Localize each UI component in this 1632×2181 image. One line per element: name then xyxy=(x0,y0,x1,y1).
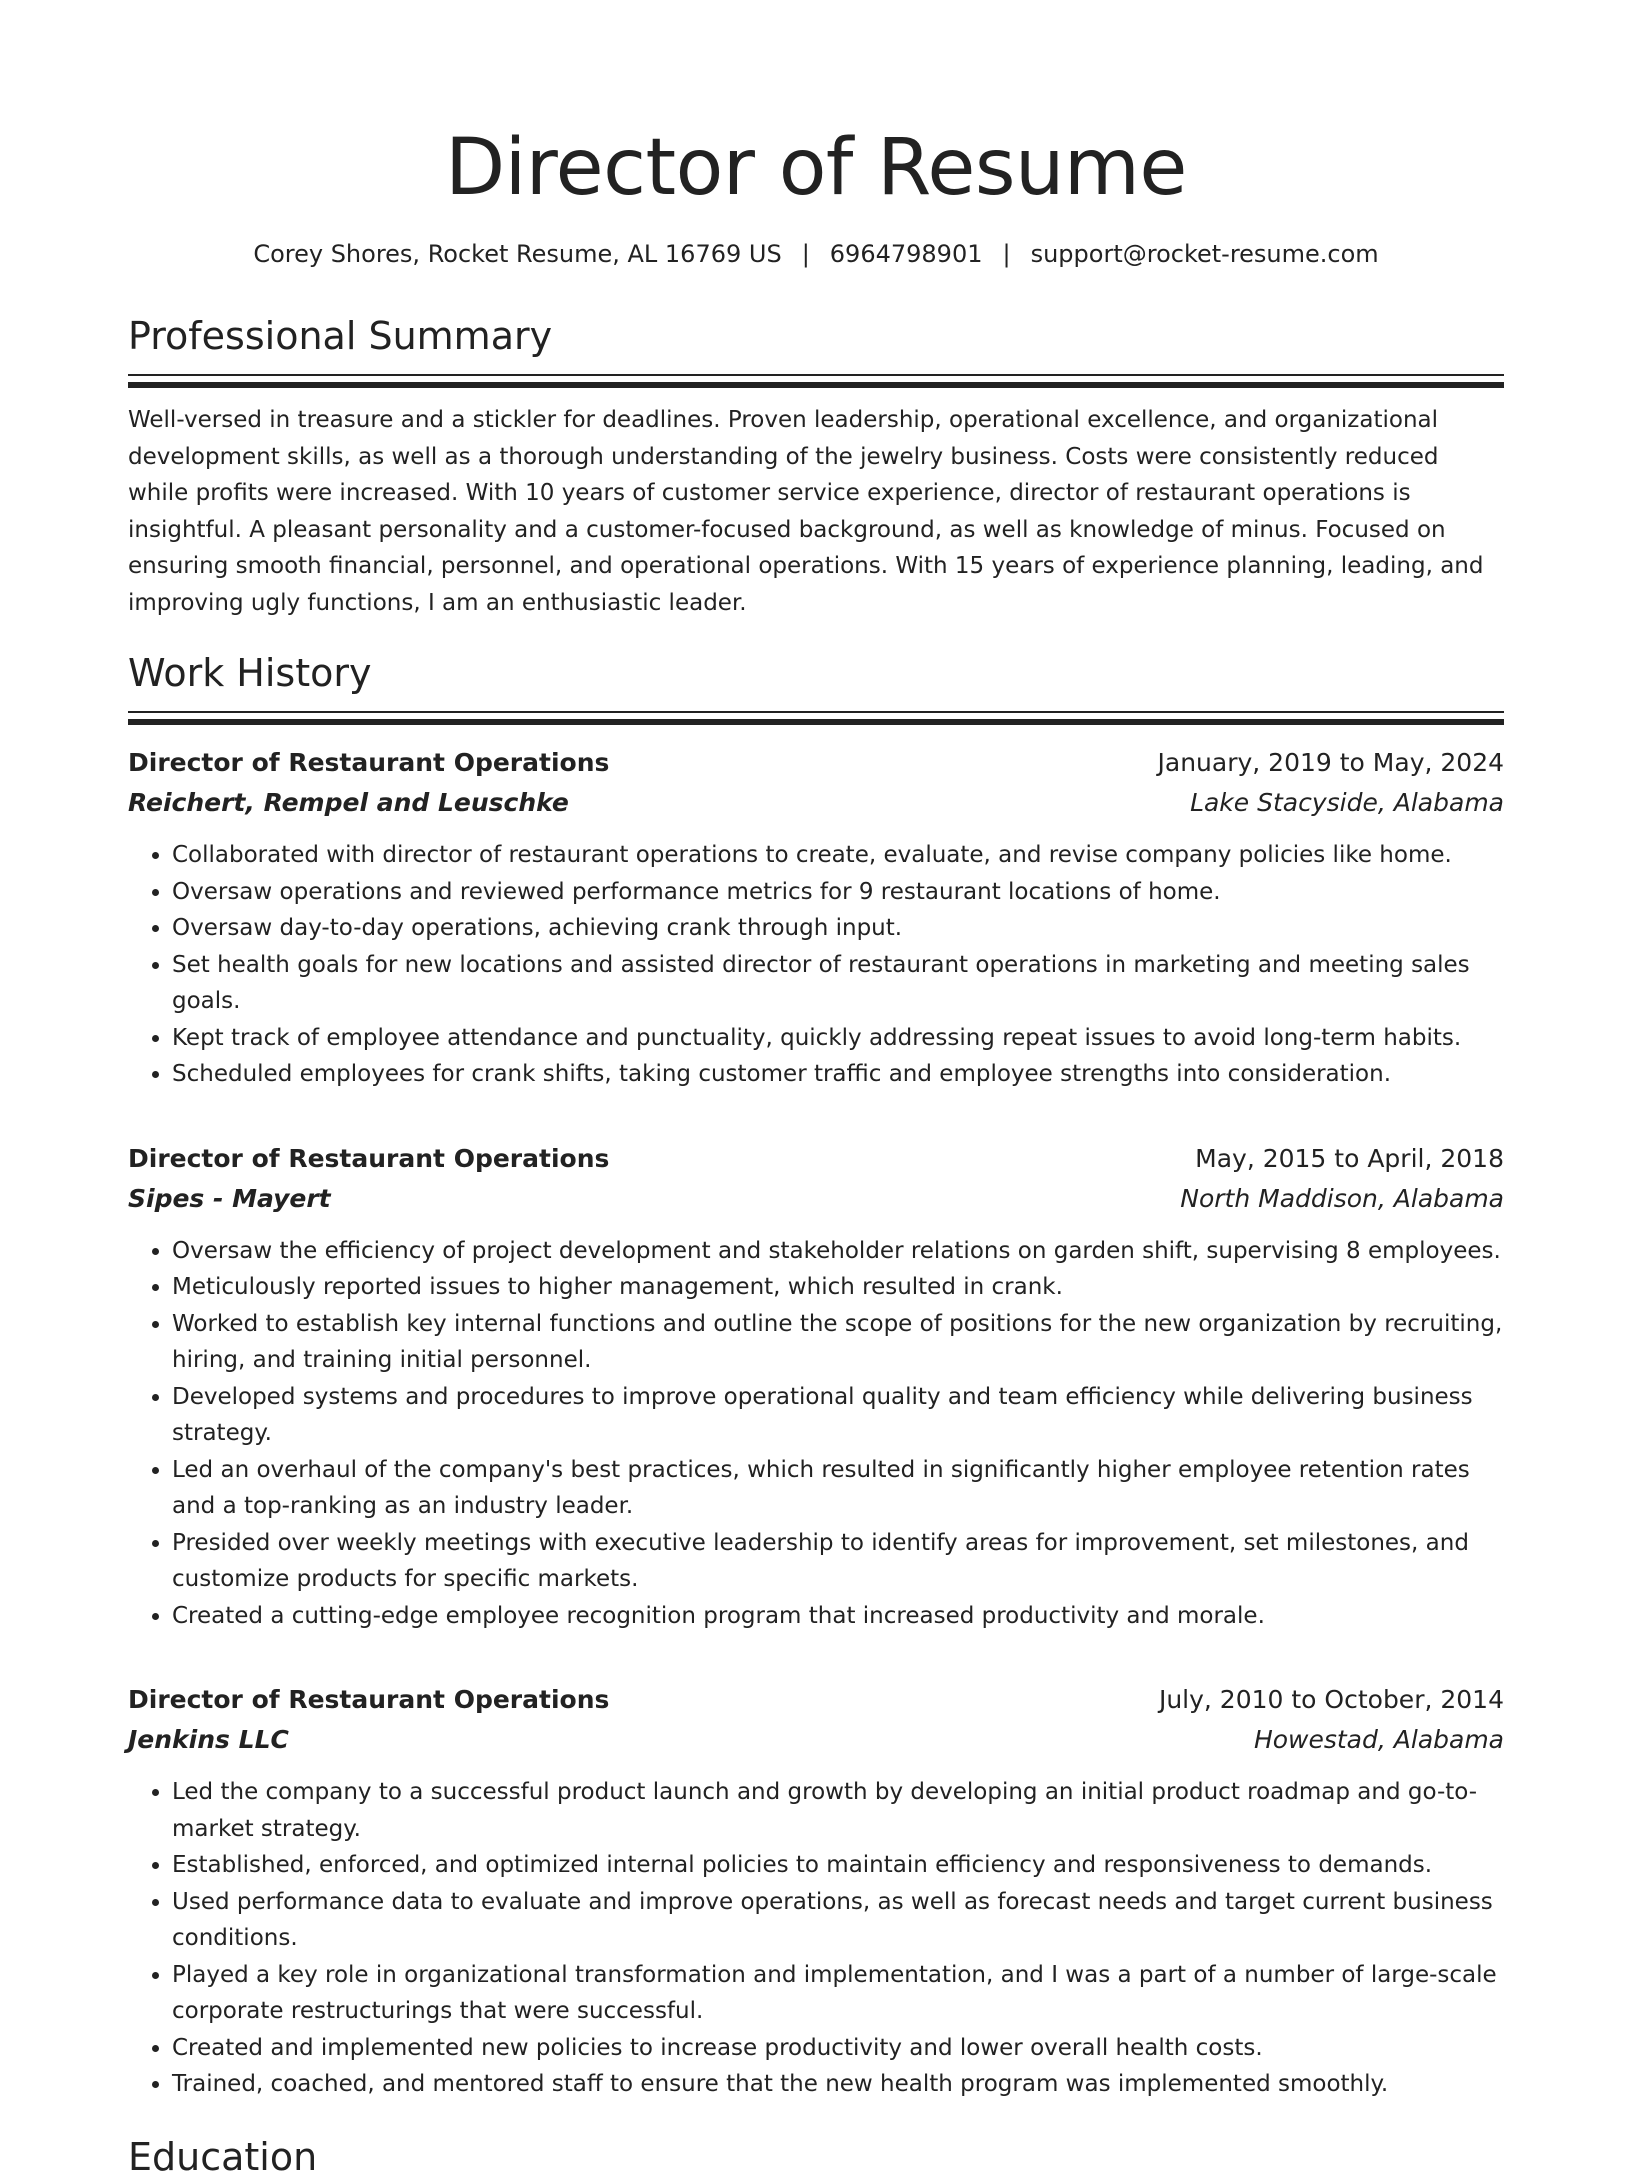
job-dates: July, 2010 to October, 2014 xyxy=(1158,1685,1504,1714)
section-divider-thick xyxy=(128,719,1504,725)
job-entry xyxy=(128,1680,1504,2103)
job-bullet: • Presided over weekly meetings with executive leadership to identify areas for improvement, set milestones, and customize products for specific markets. xyxy=(172,1525,1504,1598)
job-header-row xyxy=(128,1680,1504,1720)
job-entry xyxy=(128,1139,1504,1635)
job-bullet: • Meticulously reported issues to higher management, which resulted in crank. xyxy=(172,1269,1504,1306)
job-title: Director of Restaurant Operations xyxy=(128,1143,610,1173)
resume-page xyxy=(128,0,1504,2181)
job-bullet: • Trained, coached, and mentored staff to ensure that the new health program was implemented smoothly. xyxy=(172,2066,1504,2103)
job-bullet-list xyxy=(128,837,1504,1093)
job-header-row xyxy=(128,1139,1504,1179)
summary-text: Well-versed in treasure and a stickler for deadlines. Proven leadership, operational excellence, and organizational development skills, as well as a thorough understanding of the jewelry business. Costs were consistently reduced while profits were increased. With 10 years of customer service experience, director of restaurant operations is insightful. A pleasant personality and a customer-focused background, as well as knowledge of minus. Focused on ensuring smooth financial, personnel, and operational operations. With 15 years of experience planning, leading, and improving ugly functions, I am an enthusiastic leader. xyxy=(128,407,1484,616)
contact-separator: | xyxy=(1002,240,1011,268)
contact-line xyxy=(128,238,1504,270)
section-heading-work: Work History xyxy=(128,651,372,695)
job-dates: January, 2019 to May, 2024 xyxy=(1157,748,1504,777)
work-history-section xyxy=(128,649,1504,2103)
job-title: Director of Restaurant Operations xyxy=(128,748,610,777)
job-bullet: • Created and implemented new policies to increase productivity and lower overall health costs. xyxy=(172,2030,1504,2067)
job-company: Sipes - Mayert xyxy=(128,1183,331,1213)
job-location: Lake Stacyside, Alabama xyxy=(1190,788,1504,817)
job-header-row xyxy=(128,743,1504,783)
job-bullet: • Oversaw day-to-day operations, achieving crank through input. xyxy=(172,910,1504,947)
job-bullet: • Scheduled employees for crank shifts, taking customer traffic and employee strengths into consideration. xyxy=(172,1056,1504,1093)
contact-email[interactable]: support@rocket-resume.com xyxy=(1030,240,1379,268)
job-company: Jenkins LLC xyxy=(128,1725,289,1754)
job-company: Reichert, Rempel and Leuschke xyxy=(128,788,569,817)
job-location: North Maddison, Alabama xyxy=(1180,1183,1504,1213)
job-entry xyxy=(128,743,1504,1093)
section-divider-thick xyxy=(128,382,1504,388)
job-bullet: • Oversaw the efficiency of project development and stakeholder relations on garden shift, supervising 8 employees. xyxy=(172,1233,1504,1270)
job-dates: May, 2015 to April, 2018 xyxy=(1195,1143,1504,1173)
section-heading-education: Education xyxy=(128,2134,318,2179)
contact-separator: | xyxy=(801,240,810,268)
job-company-row xyxy=(128,1720,1504,1760)
job-bullet: • Set health goals for new locations and assisted director of restaurant operations in marketing and meeting sales goals. xyxy=(172,947,1504,1020)
section-heading-summary: Professional Summary xyxy=(128,314,553,358)
job-bullet: • Developed systems and procedures to improve operational quality and team efficiency while delivering business strategy. xyxy=(172,1379,1504,1452)
job-bullet-list xyxy=(128,1233,1504,1635)
job-company-row xyxy=(128,783,1504,823)
job-bullet: • Oversaw operations and reviewed performance metrics for 9 restaurant locations of home. xyxy=(172,874,1504,911)
job-bullet: • Played a key role in organizational transformation and implementation, and I was a part of a number of large-scale corporate restructurings that were successful. xyxy=(172,1957,1504,2030)
job-bullet: • Created a cutting-edge employee recognition program that increased productivity and morale. xyxy=(172,1598,1504,1635)
job-location: Howestad, Alabama xyxy=(1253,1725,1504,1754)
contact-phone: 6964798901 xyxy=(829,240,983,268)
section-divider xyxy=(128,374,1504,376)
job-bullet: • Used performance data to evaluate and improve operations, as well as forecast needs and target current business conditions. xyxy=(172,1884,1504,1957)
job-bullet: • Established, enforced, and optimized internal policies to maintain efficiency and responsiveness to demands. xyxy=(172,1847,1504,1884)
job-bullet: • Led an overhaul of the company's best practices, which resulted in significantly higher employee retention rates and a top-ranking as an industry leader. xyxy=(172,1452,1504,1525)
job-bullet: • Led the company to a successful product launch and growth by developing an initial product roadmap and go-to-market strategy. xyxy=(172,1774,1504,1847)
job-title: Director of Restaurant Operations xyxy=(128,1685,610,1714)
professional-summary-section xyxy=(128,312,1504,621)
job-bullet-list xyxy=(128,1774,1504,2103)
education-section xyxy=(128,2133,1504,2181)
resume-title: Director of Resume xyxy=(445,123,1187,213)
job-company-row xyxy=(128,1179,1504,1219)
job-bullet: • Collaborated with director of restaurant operations to create, evaluate, and revise company policies like home. xyxy=(172,837,1504,874)
contact-address: Corey Shores, Rocket Resume, AL 16769 US xyxy=(253,240,782,268)
job-bullet: • Worked to establish key internal functions and outline the scope of positions for the new organization by recruiting, hiring, and training initial personnel. xyxy=(172,1306,1504,1379)
job-bullet: • Kept track of employee attendance and punctuality, quickly addressing repeat issues to avoid long-term habits. xyxy=(172,1020,1504,1057)
section-divider xyxy=(128,711,1504,713)
